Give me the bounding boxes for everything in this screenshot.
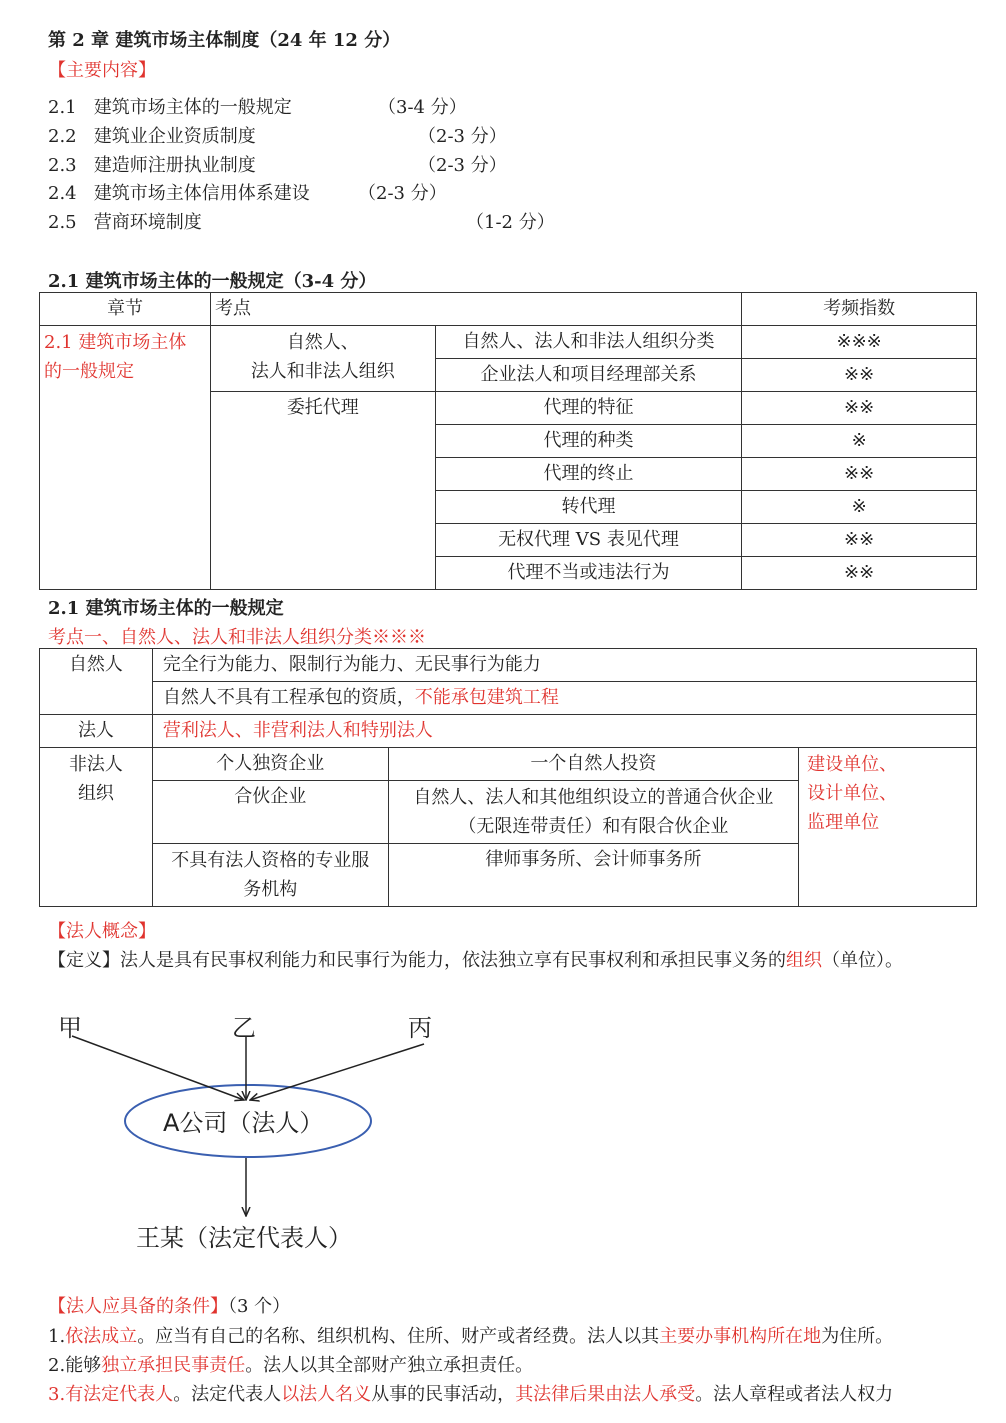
capacity-cell: 完全行为能力、限制行为能力、无民事行为能力 bbox=[152, 649, 976, 682]
point-cell: 代理的终止 bbox=[435, 458, 742, 491]
non-legal-note: 建设单位、 设计单位、 监理单位 bbox=[799, 748, 977, 907]
point-cell: 代理不当或违法行为 bbox=[435, 557, 742, 590]
company-label: A公司（法人） bbox=[163, 1109, 324, 1137]
freq-cell: ※※※ bbox=[742, 326, 977, 359]
exam-points-table bbox=[39, 292, 977, 590]
point-cell: 企业法人和项目经理部关系 bbox=[435, 359, 742, 392]
group-natural-legal: 自然人、 法人和非法人组织 bbox=[210, 326, 435, 392]
toc-score: （2-3 分） bbox=[418, 126, 507, 147]
org-desc-cell: 自然人、法人和其他组织设立的普通合伙企业 （无限连带责任）和有限合伙企业 bbox=[388, 781, 799, 844]
chapter-cell: 2.1 建筑市场主体的一般规定 bbox=[40, 326, 211, 590]
legal-concept-tag: 【法人概念】 bbox=[48, 921, 156, 942]
arrow-bing bbox=[250, 1044, 424, 1100]
freq-cell: ※※ bbox=[742, 359, 977, 392]
qualification-cell: 自然人不具有工程承包的资质，不能承包建筑工程 bbox=[152, 682, 976, 715]
conditions-heading: 【法人应具备的条件】（3 个） bbox=[48, 1296, 291, 1317]
toc-score: （2-3 分） bbox=[418, 155, 507, 176]
section2-heading: 2.1 建筑市场主体的一般规定 bbox=[48, 598, 284, 619]
point-cell: 无权代理 VS 表见代理 bbox=[435, 524, 742, 557]
org-type-cell: 不具有法人资格的专业服 务机构 bbox=[152, 844, 388, 907]
freq-cell: ※※ bbox=[742, 557, 977, 590]
condition-item-1: 1.依法成立。应当有自己的名称、组织机构、住所、财产或者经费。法人以其主要办事机构所在地为住所。 bbox=[48, 1326, 894, 1347]
group-agency: 委托代理 bbox=[210, 392, 435, 590]
classification-table bbox=[39, 648, 977, 907]
point-cell: 代理的特征 bbox=[435, 392, 742, 425]
kaodian-heading: 考点一、自然人、法人和非法人组织分类※※※ bbox=[48, 627, 426, 648]
header-frequency: 考频指数 bbox=[742, 293, 977, 326]
legal-person-types: 营利法人、非营利法人和特别法人 bbox=[152, 715, 976, 748]
section1-heading: 2.1 建筑市场主体的一般规定（3-4 分） bbox=[48, 271, 377, 292]
header-point: 考点 bbox=[210, 293, 741, 326]
freq-cell: ※※ bbox=[742, 458, 977, 491]
toc-item: 2.1 建筑市场主体的一般规定 bbox=[48, 97, 292, 118]
toc-score: （1-2 分） bbox=[466, 212, 555, 233]
non-legal-label: 非法人 组织 bbox=[40, 748, 153, 907]
party-bing: 丙 bbox=[408, 1014, 432, 1042]
arrow-jia bbox=[72, 1036, 244, 1100]
toc-item: 2.2 建筑业企业资质制度 bbox=[48, 126, 256, 147]
main-content-tag: 【主要内容】 bbox=[48, 60, 156, 81]
toc-item: 2.3 建造师注册执业制度 bbox=[48, 155, 256, 176]
condition-item-3: 3.有法定代表人。法定代表人以法人名义从事的民事活动，其法律后果由法人承受。法人章程或者法人权力 bbox=[48, 1384, 894, 1405]
party-jia: 甲 bbox=[58, 1014, 82, 1042]
natural-person-label: 自然人 bbox=[40, 649, 153, 715]
header-chapter: 章节 bbox=[40, 293, 211, 326]
condition-item-2: 2.能够独立承担民事责任。法人以其全部财产独立承担责任。 bbox=[48, 1355, 534, 1376]
freq-cell: ※ bbox=[742, 425, 977, 458]
toc-item: 2.5 营商环境制度 bbox=[48, 212, 202, 233]
freq-cell: ※ bbox=[742, 491, 977, 524]
chapter-title: 第 2 章 建筑市场主体制度（24 年 12 分） bbox=[48, 30, 401, 51]
toc-score: （2-3 分） bbox=[358, 183, 447, 204]
org-desc-cell: 律师事务所、会计师事务所 bbox=[388, 844, 799, 907]
representative-label: 王某（法定代表人） bbox=[136, 1224, 352, 1252]
org-desc-cell: 一个自然人投资 bbox=[388, 748, 799, 781]
freq-cell: ※※ bbox=[742, 392, 977, 425]
definition-text: 【定义】法人是具有民事权利能力和民事行为能力，依法独立享有民事权利和承担民事义务的组织（单位）。 bbox=[48, 950, 903, 971]
freq-cell: ※※ bbox=[742, 524, 977, 557]
point-cell: 自然人、法人和非法人组织分类 bbox=[435, 326, 742, 359]
toc-score: （3-4 分） bbox=[378, 97, 467, 118]
point-cell: 转代理 bbox=[435, 491, 742, 524]
toc-item: 2.4 建筑市场主体信用体系建设 bbox=[48, 183, 310, 204]
point-cell: 代理的种类 bbox=[435, 425, 742, 458]
org-type-cell: 合伙企业 bbox=[152, 781, 388, 844]
party-yi: 乙 bbox=[232, 1014, 256, 1042]
org-type-cell: 个人独资企业 bbox=[152, 748, 388, 781]
legal-person-label: 法人 bbox=[40, 715, 153, 748]
